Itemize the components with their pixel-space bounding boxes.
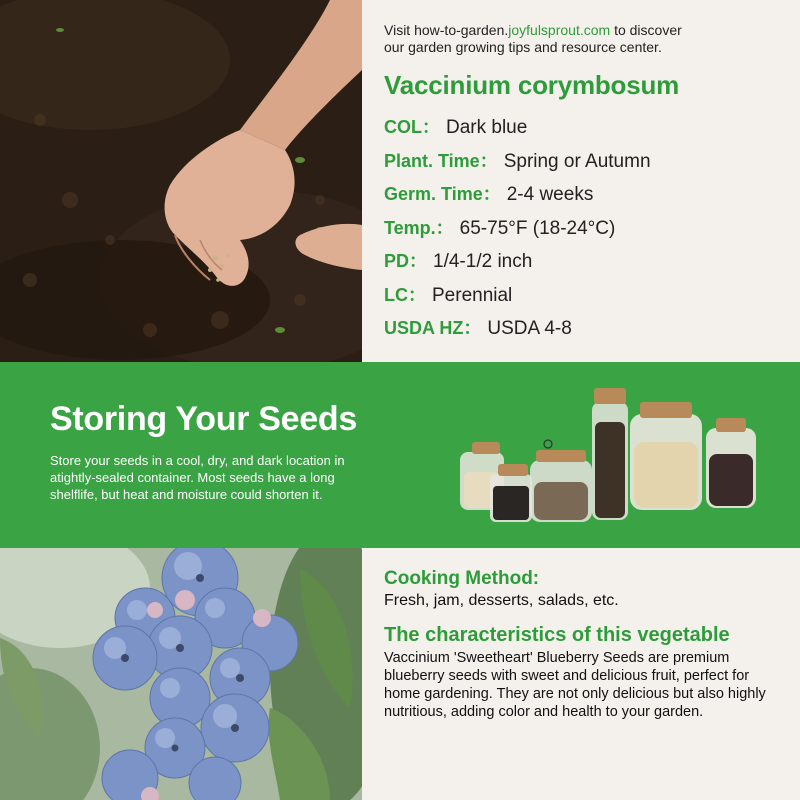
storing-text: Store your seeds in a cool, dry, and dark location in atightly-sealed container. Most seeds have a long shelflife, but heat and moisture could shorten it. [50,453,345,502]
visit-prefix: Visit how-to-garden. [384,22,509,38]
top-section [0,0,800,362]
brand-link[interactable]: joyfulsprout.com [508,22,611,38]
spec-value: Perennial [432,284,513,306]
jar-icon [530,440,592,522]
cooking-and-characteristics [384,568,784,721]
jar-icon [706,418,756,508]
spec-germ-time [384,180,784,214]
soil-hand-photo [0,0,362,362]
blueberry-cluster-illustration [0,548,362,800]
spec-value: 65-75°F (18-24°C) [459,217,616,239]
spec-temperature [384,214,784,248]
spec-life-cycle [384,281,784,315]
jar-icon [592,388,628,520]
cooking-title: Cooking Method: [384,568,540,589]
spec-key: PD： [384,251,428,271]
species-title: Vaccinium corymbosum [384,70,680,100]
spec-value: USDA 4-8 [487,318,572,339]
spec-key: Temp.： [384,217,454,238]
blueberry-photo [0,548,362,800]
jar-icon [630,402,702,510]
storing-title: Storing Your Seeds [50,400,357,438]
spec-plant-time [384,147,784,181]
bottom-section [0,548,800,800]
spec-list [384,113,784,348]
soil-hand-illustration [0,0,362,362]
characteristics-title: The characteristics of this vegetable [384,624,730,646]
spec-key: USDA HZ： [384,318,482,338]
spec-key: Germ. Time： [384,184,501,204]
spec-color [384,113,784,147]
spec-key: Plant. Time： [384,150,498,171]
spec-hardiness-zone [384,314,784,348]
seed-jars-illustration [450,382,770,532]
spec-key: COL： [384,117,440,137]
spec-value: 1/4-1/2 inch [433,251,533,272]
visit-suffix: to discover [610,22,682,38]
spec-planting-depth [384,247,784,281]
visit-line-2: our garden growing tips and resource center. [384,39,662,55]
spec-value: 2-4 weeks [506,184,594,205]
plant-info-panel [384,22,784,348]
spec-value: Dark blue [446,117,528,138]
storing-seeds-band [0,362,800,548]
spec-key: LC： [384,284,426,305]
cooking-text: Fresh, jam, desserts, salads, etc. [384,592,619,609]
spec-value: Spring or Autumn [503,150,651,172]
visit-notice [384,22,784,56]
characteristics-text: Vaccinium 'Sweetheart' Blueberry Seeds are premium blueberry seeds with sweet and delicious fruit, perfect for home gardening. They are not only delicious but also highly nutritious, adding color and health to your garden. [384,650,766,720]
